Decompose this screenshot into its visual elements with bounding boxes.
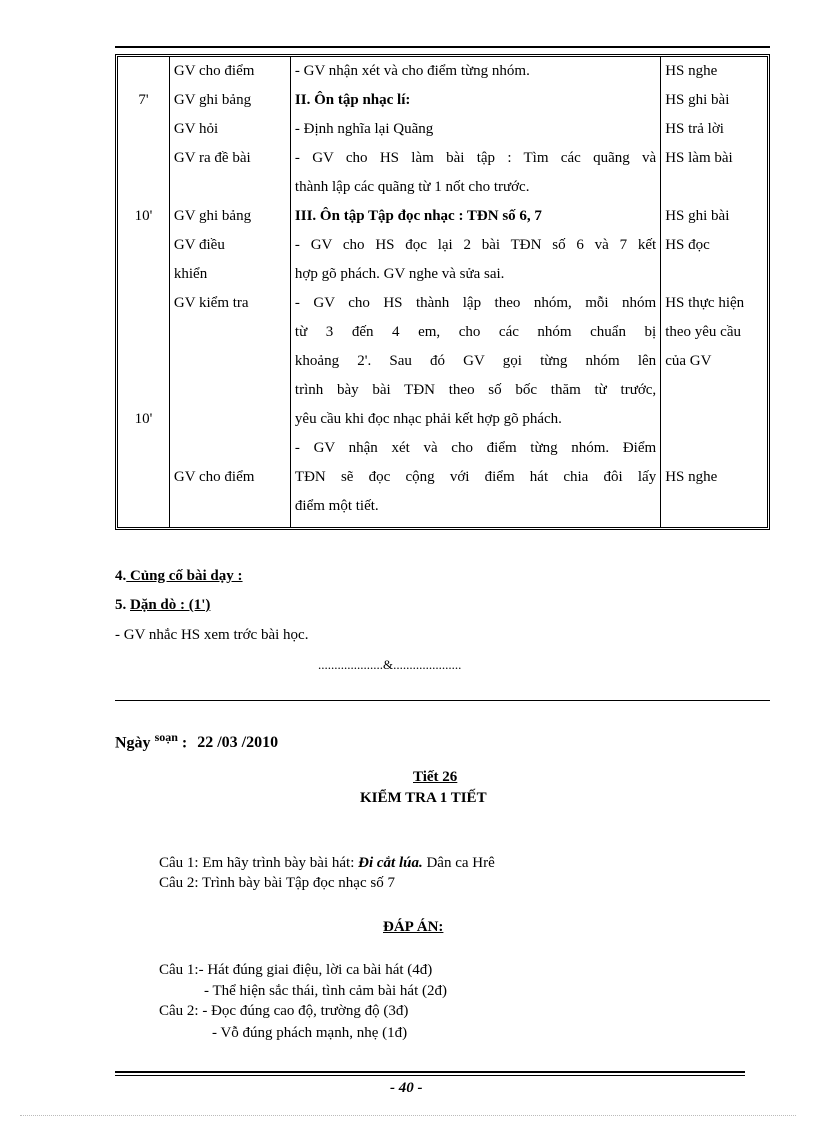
student-activity-cell: HS nghe: [665, 63, 718, 79]
teacher-activity-cell: GV cho điểm: [170, 57, 291, 86]
question-1: Câu 1: Em hãy trình bày bài hát: Đi cắt lúa. Dân ca Hrê: [159, 855, 495, 871]
answer-line: Câu 1:- Hát đúng giai điệu, lời ca bài hát (4đ): [159, 962, 433, 978]
footer-rule: [115, 1071, 745, 1073]
teacher-activity-cell: GV ghi bảng: [170, 202, 291, 231]
table-row: [118, 289, 767, 434]
section-4-heading: 4. Củng cố bài dạy :: [115, 568, 243, 584]
table-padding-row: [118, 521, 767, 527]
page-edge: [20, 1115, 796, 1116]
table-row: [118, 86, 767, 115]
time-cell: [118, 115, 170, 144]
teacher-activity-cell: GV ra đề bài: [170, 144, 291, 202]
separator: ....................&.....................: [318, 657, 462, 672]
divider-rule: [115, 700, 770, 701]
teacher-activity-cell: GV ghi bảng: [170, 86, 291, 115]
content-cell: III. Ôn tập Tập đọc nhạc : TĐN số 6, 7: [291, 202, 661, 231]
student-activity-cell: HS trả lời: [665, 121, 724, 137]
content-cell: - GV cho HS làm bài tập : Tìm các quãng và thành lập các quãng từ 1 nốt cho trước.: [291, 144, 661, 202]
section-5-heading: 5. Dặn dò : (1'): [115, 597, 211, 613]
table-row: [118, 231, 767, 289]
time-cell: 7': [118, 86, 170, 115]
student-activity-cell: HS thực hiện theo yêu cầu của GV: [665, 295, 745, 369]
table-row: [118, 202, 767, 231]
content-cell: - GV nhận xét và cho điểm từng nhóm. Điểm TĐN sẽ đọc cộng với điểm hát chia đôi lấy điểm một tiết.: [291, 434, 661, 521]
table-row: [118, 144, 767, 202]
content-cell: - GV cho HS thành lập theo nhóm, mỗi nhóm từ 3 đến 4 em, cho các nhóm chuẩn bị khoảng 2'. Sau đó GV gọi từng nhóm lên trình bày bài TĐN theo số bốc thăm từ trước, yêu cầu khi đọc nhạc phải kết hợp gõ phách.: [291, 289, 661, 434]
question-2: Câu 2: Trình bày bài Tập đọc nhạc số 7: [159, 875, 395, 891]
teacher-activity-cell: GV cho điểm: [170, 434, 291, 521]
answer-line: - Vỗ đúng phách mạnh, nhẹ (1đ): [212, 1025, 408, 1041]
homework-text: - GV nhắc HS xem trớc bài học.: [115, 627, 309, 643]
content-cell: - Định nghĩa lại Quãng: [291, 115, 661, 144]
footer-rule-thin: [115, 1075, 745, 1076]
teacher-activity-cell: GV kiểm tra: [170, 289, 291, 434]
student-activity-cell: HS làm bài: [665, 150, 733, 166]
teacher-activity-cell: GV hỏi: [170, 115, 291, 144]
content-cell: II. Ôn tập nhạc lí:: [291, 86, 661, 115]
time-cell: [118, 231, 170, 289]
time-cell: [118, 434, 170, 521]
date-line: Ngày $^{soạn}$ : 22 /03 /2010: [115, 730, 279, 752]
time-cell: [118, 144, 170, 202]
lesson-plan-table: [115, 54, 770, 530]
student-activity-cell: HS ghi bài: [665, 208, 730, 224]
answers-heading: ĐÁP ÁN:: [383, 919, 444, 935]
student-activity-cell: HS nghe: [665, 469, 718, 485]
table-row: [118, 115, 767, 144]
time-cell: [118, 57, 170, 86]
page-number: - 40 -: [390, 1080, 423, 1096]
answer-line: - Thể hiện sắc thái, tình cảm bài hát (2đ): [204, 983, 447, 999]
content-cell: - GV nhận xét và cho điểm từng nhóm.: [291, 57, 661, 86]
time-cell: 10': [118, 202, 170, 231]
lesson-title: KIỂM TRA 1 TIẾT: [360, 790, 487, 806]
lesson-period: Tiết 26: [413, 769, 458, 785]
top-rule: [115, 46, 770, 48]
time-cell: 10': [118, 289, 170, 434]
teacher-activity-cell: GV điều khiển: [170, 231, 291, 289]
table-row: [118, 434, 767, 521]
answer-line: Câu 2: - Đọc đúng cao độ, trường độ (3đ): [159, 1003, 409, 1019]
student-activity-cell: HS ghi bài: [665, 92, 730, 108]
student-activity-cell: HS đọc: [665, 237, 710, 253]
content-cell: - GV cho HS đọc lại 2 bài TĐN số 6 và 7 kết hợp gõ phách. GV nghe và sửa sai.: [291, 231, 661, 289]
table-row: [118, 57, 767, 86]
